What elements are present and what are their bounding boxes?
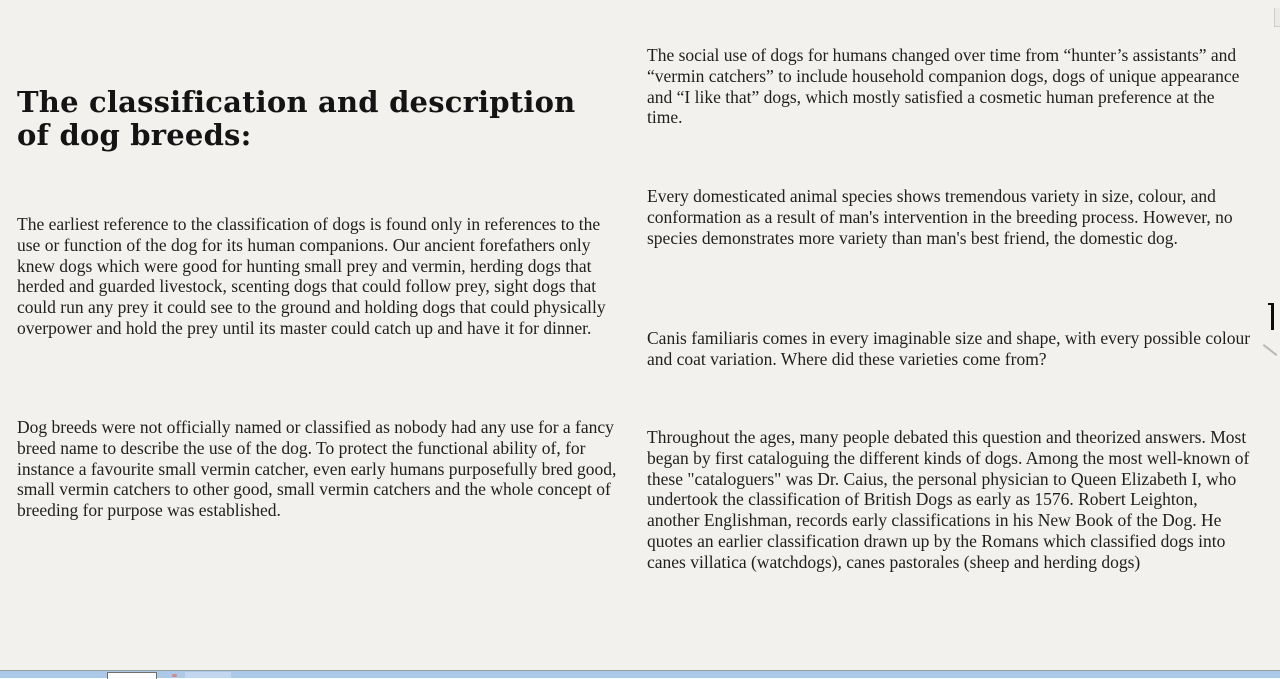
paragraph: Every domesticated animal species shows tremendous variety in size, colour, and conformation as a result of man's intervention in the breeding process. However, no species demonstrates more variety than man's best friend, the domestic dog.: [647, 186, 1233, 248]
scrollbar-track[interactable]: [1274, 8, 1280, 27]
paragraph: Canis familiaris comes in every imaginable size and shape, with every possible colour and coat variation. Where did these varieties come from?: [647, 328, 1251, 369]
paragraph: Throughout the ages, many people debated this question and theorized answers. Most began by first cataloguing the different kinds of dogs. Among the most well-known of these "cataloguers" was Dr. Caius, the personal physician to Queen Elizabeth I, who undertook the classification of British Dogs as early as 1576. Robert Leighton, another Englishman, records early classifications in his New Book of the Dog. He quotes an earlier classification drawn up by the Romans which classified dogs into canes villatica (watchdogs), canes pastorales (sheep and herding dogs): [647, 427, 1250, 572]
cursor-artifact-icon: [1263, 344, 1277, 356]
paragraph: Dog breeds were not officially named or classified as nobody had any use for a fancy breed name to describe the use of the dog. To protect the functional ability of, for instance a favourite small vermin catcher, even early humans purposefully bred good, small vermin catchers to other good, small vermin catchers and the whole concept of breeding for purpose was established.: [17, 417, 617, 521]
taskbar-red-dot-icon: [172, 674, 177, 677]
page-title: The classification and description of dog breeds:: [17, 85, 576, 152]
taskbar-light-segment: [185, 672, 231, 678]
paragraph: The earliest reference to the classification of dogs is found only in references to the use or function of the dog for its human companions. Our ancient forefathers only knew dogs which were good for hunting small prey and vermin, herding dogs that herded and guarded livestock, scenting dogs that could follow prey, sight dogs that could run any prey it could see to the ground and holding dogs that could physically overpower and hold the prey until its master could catch up and have it for dinner.: [17, 214, 606, 338]
taskbar-sliver: [0, 670, 1280, 678]
text-caret: [1271, 303, 1274, 330]
paragraph: The social use of dogs for humans changed over time from “hunter’s assistants” and “vermin catchers” to include household companion dogs, dogs of unique appearance and “I like that” dogs, which mostly satisfied a cosmetic human preference at the time.: [647, 45, 1240, 128]
